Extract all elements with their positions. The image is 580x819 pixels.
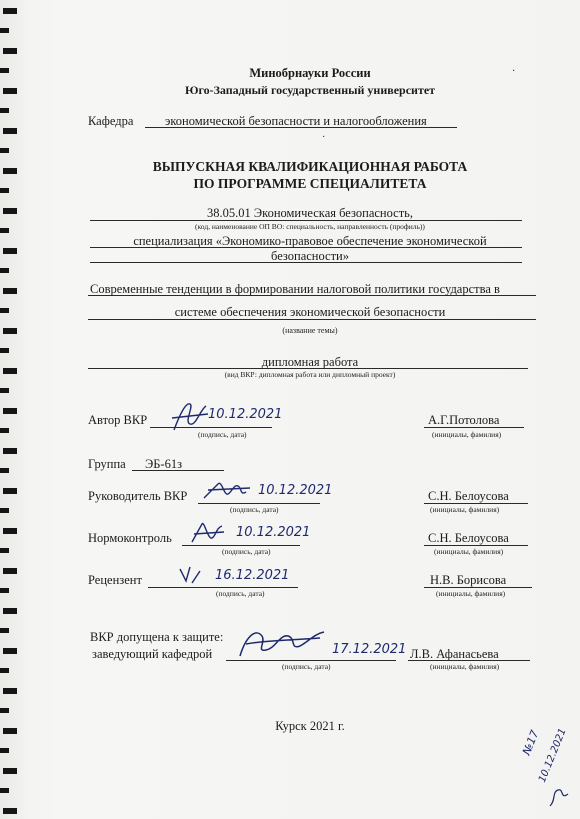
binding-hole-mark (0, 548, 9, 553)
binding-hole-mark (0, 428, 9, 433)
binding-hole-mark (0, 788, 9, 793)
normcontrol-signature (190, 520, 226, 546)
normcontrol-name-line (424, 545, 528, 546)
author-sig-date: 10.12.2021 (208, 407, 283, 422)
admission-line2: заведующий кафедрой (92, 647, 213, 661)
binding-hole-mark (0, 188, 9, 193)
binding-hole-mark (0, 108, 9, 113)
city-year: Курск 2021 г. (275, 719, 345, 733)
topic-line1: Современные тенденции в формировании налоговой политики государства в (90, 282, 500, 296)
work-type-value: дипломная работа (261, 355, 359, 369)
work-type-caption: (вид ВКР: дипломная работа или дипломный проект) (224, 370, 396, 379)
binding-hole-mark (0, 668, 9, 673)
binding-hole-mark (0, 228, 9, 233)
binding-hole-mark (0, 468, 9, 473)
binding-hole-mark (3, 568, 17, 574)
reviewer-sig-date: 16.12.2021 (215, 568, 290, 583)
binding-hole-mark (0, 748, 9, 753)
admission-line1: ВКР допущена к защите: (90, 630, 224, 644)
reviewer-name-caption: (инициалы, фамилия) (436, 589, 506, 598)
author-name-caption: (инициалы, фамилия) (432, 430, 502, 439)
admission-sig-date: 17.12.2021 (332, 642, 407, 657)
binding-hole-mark (3, 408, 17, 414)
binding-hole-mark (3, 528, 17, 534)
binding-hole-mark (3, 128, 17, 134)
binding-hole-mark (0, 68, 9, 73)
normcontrol-sig-caption: (подпись, дата) (222, 547, 271, 556)
binding-hole-mark (3, 168, 17, 174)
reviewer-signature (178, 565, 204, 587)
reviewer-sig-line (148, 587, 298, 588)
binding-strip (0, 0, 28, 819)
author-sig-caption: (подпись, дата) (198, 430, 247, 439)
author-name-line (424, 427, 524, 428)
binding-hole-mark (0, 708, 9, 713)
binding-hole-mark (3, 488, 17, 494)
binding-hole-mark (0, 348, 9, 353)
binding-hole-mark (3, 648, 17, 654)
department-label: Кафедра (88, 114, 134, 128)
supervisor-label: Руководитель ВКР (88, 489, 188, 503)
department-value: экономической безопасности и налогообложения (165, 114, 427, 128)
binding-hole-mark (3, 88, 17, 94)
author-name: А.Г.Потолова (428, 413, 500, 427)
speck-mark: · (512, 66, 516, 77)
specialization-line1: специализация «Экономико-правовое обеспечение экономической (133, 234, 487, 248)
normcontrol-label: Нормоконтроль (88, 531, 172, 545)
university-name: Юго-Западный государственный университет (184, 83, 436, 97)
binding-hole-mark (3, 608, 17, 614)
binding-hole-mark (3, 288, 17, 294)
binding-hole-mark (0, 308, 9, 313)
supervisor-name-line (424, 503, 528, 504)
admission-signature (236, 626, 326, 662)
normcontrol-name-caption: (инициалы, фамилия) (434, 547, 504, 556)
handwritten-note-signature (548, 786, 570, 808)
reviewer-label: Рецензент (88, 573, 142, 587)
binding-hole-mark (3, 208, 17, 214)
document-title-line2: ПО ПРОГРАММЕ СПЕЦИАЛИТЕТА (193, 176, 427, 191)
binding-hole-mark (3, 808, 17, 814)
speck-mark: · (322, 132, 326, 143)
binding-hole-mark (0, 28, 9, 33)
reviewer-name: Н.В. Борисова (430, 573, 507, 587)
supervisor-sig-caption: (подпись, дата) (230, 505, 279, 514)
binding-hole-mark (0, 148, 9, 153)
handwritten-note-date: 10.12.2021 (537, 726, 569, 785)
group-value: ЭБ-61з (145, 457, 183, 471)
binding-hole-mark (0, 388, 9, 393)
normcontrol-name: С.Н. Белоусова (428, 531, 509, 545)
binding-hole-mark (3, 688, 17, 694)
admission-name-line (408, 660, 530, 661)
group-label: Группа (88, 457, 126, 471)
admission-sig-caption: (подпись, дата) (282, 662, 331, 671)
binding-hole-mark (3, 768, 17, 774)
binding-hole-mark (0, 588, 9, 593)
author-sig-line (150, 427, 272, 428)
binding-hole-mark (3, 368, 17, 374)
reviewer-sig-caption: (подпись, дата) (216, 589, 265, 598)
program-code-caption: (код, наименование ОП ВО: специальность, направленность (профиль)) (195, 222, 425, 231)
admission-name-caption: (инициалы, фамилия) (430, 662, 500, 671)
handwritten-note-number: №17 (520, 728, 542, 757)
binding-hole-mark (3, 448, 17, 454)
binding-hole-mark (0, 508, 9, 513)
binding-hole-mark (3, 8, 17, 14)
supervisor-signature (202, 478, 252, 504)
author-signature (170, 396, 210, 436)
binding-hole-mark (0, 268, 9, 273)
program-code: 38.05.01 Экономическая безопасность, (207, 206, 413, 220)
supervisor-sig-date: 10.12.2021 (258, 483, 333, 498)
supervisor-name: С.Н. Белоусова (428, 489, 509, 503)
binding-hole-mark (0, 628, 9, 633)
topic-caption: (название темы) (282, 326, 338, 335)
binding-hole-mark (3, 248, 17, 254)
specialization-line2: безопасности» (271, 249, 349, 263)
author-label: Автор ВКР (88, 413, 148, 427)
normcontrol-sig-date: 10.12.2021 (236, 525, 311, 540)
document-title-line1: ВЫПУСКНАЯ КВАЛИФИКАЦИОННАЯ РАБОТА (152, 159, 468, 174)
reviewer-name-line (424, 587, 532, 588)
ministry-name: Минобрнауки России (249, 66, 371, 80)
admission-name: Л.В. Афанасьева (410, 647, 499, 661)
topic-line2: системе обеспечения экономической безопасности (174, 305, 446, 319)
binding-hole-mark (3, 48, 17, 54)
binding-hole-mark (3, 328, 17, 334)
supervisor-name-caption: (инициалы, фамилия) (430, 505, 500, 514)
binding-hole-mark (3, 728, 17, 734)
